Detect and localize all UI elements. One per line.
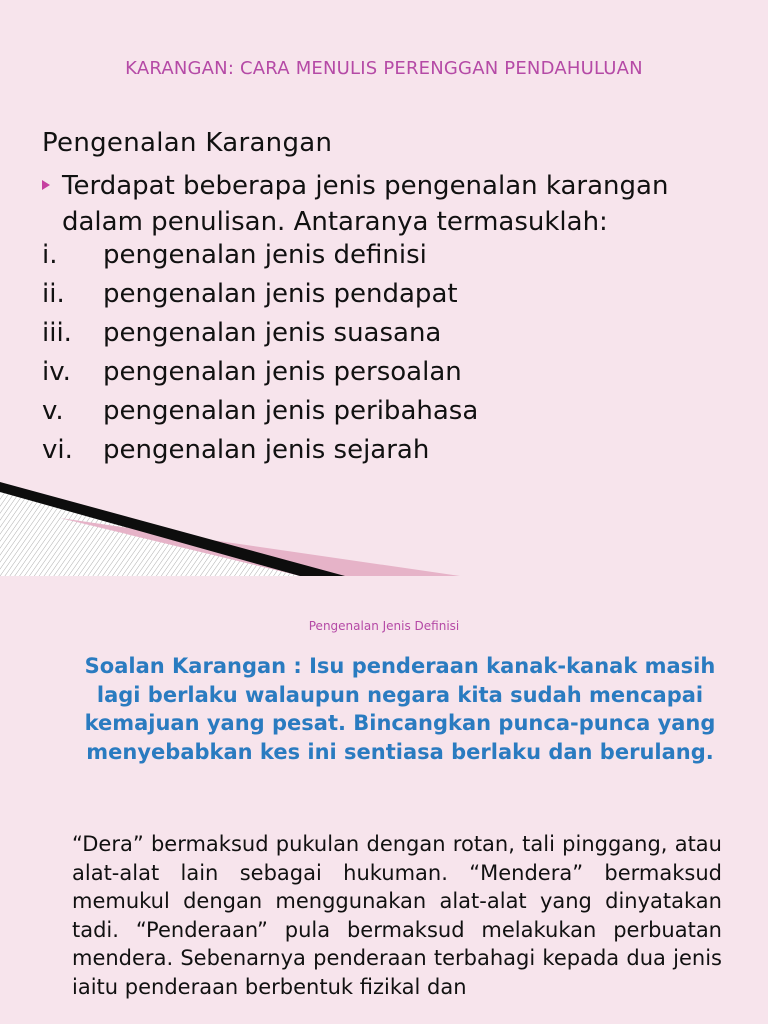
list-item-number: ii. xyxy=(42,279,65,309)
list-item-label: pengenalan jenis pendapat xyxy=(103,279,458,309)
list-item-number: iii. xyxy=(42,318,72,348)
list-item-label: pengenalan jenis persoalan xyxy=(103,357,462,387)
list-item-number: i. xyxy=(42,240,58,270)
list-item xyxy=(42,396,742,435)
list-item xyxy=(42,318,742,357)
slide-2 xyxy=(0,576,768,1024)
list-item-label: pengenalan jenis definisi xyxy=(103,240,427,270)
list-item-label: pengenalan jenis suasana xyxy=(103,318,442,348)
slide-title: KARANGAN: CARA MENULIS PERENGGAN PENDAHULUAN xyxy=(125,58,643,79)
list-item-label: pengenalan jenis peribahasa xyxy=(103,396,479,426)
slide-subtitle: Pengenalan Jenis Definisi xyxy=(308,619,460,633)
definition-paragraph: “Dera” bermaksud pukulan dengan rotan, tali pinggang, atau alat-alat lain sebagai hukuman. “Mendera” bermaksud memukul dengan menggunakan alat-alat yang dinyatakan tadi. “Penderaan” pula bermaksud melakukan perbuatan mendera. Sebenarnya penderaan terbahagi kepada dua jenis iaitu penderaan berbentuk fizikal dan xyxy=(72,832,722,999)
decorative-swoosh xyxy=(0,478,460,576)
list-item xyxy=(42,357,742,396)
list-item-number: v. xyxy=(42,396,64,426)
list-item-number: iv. xyxy=(42,357,71,387)
list-item xyxy=(42,240,742,279)
bullet-text: Terdapat beberapa jenis pengenalan karangan dalam penulisan. Antaranya termasuklah: xyxy=(62,171,669,237)
bullet-point xyxy=(42,168,742,240)
list-item xyxy=(42,279,742,318)
list-item xyxy=(42,435,742,474)
bullet-arrow-icon xyxy=(42,180,50,190)
list-item-label: pengenalan jenis sejarah xyxy=(103,435,430,465)
introduction-type-list xyxy=(42,240,742,474)
essay-question: Soalan Karangan : Isu penderaan kanak-kanak masih lagi berlaku walaupun negara kita sudah mencapai kemajuan yang pesat. Bincangkan punca-punca yang menyebabkan kes ini sentiasa berlaku dan berulang. xyxy=(84,654,716,764)
section-heading: Pengenalan Karangan xyxy=(42,128,333,158)
list-item-number: vi. xyxy=(42,435,73,465)
